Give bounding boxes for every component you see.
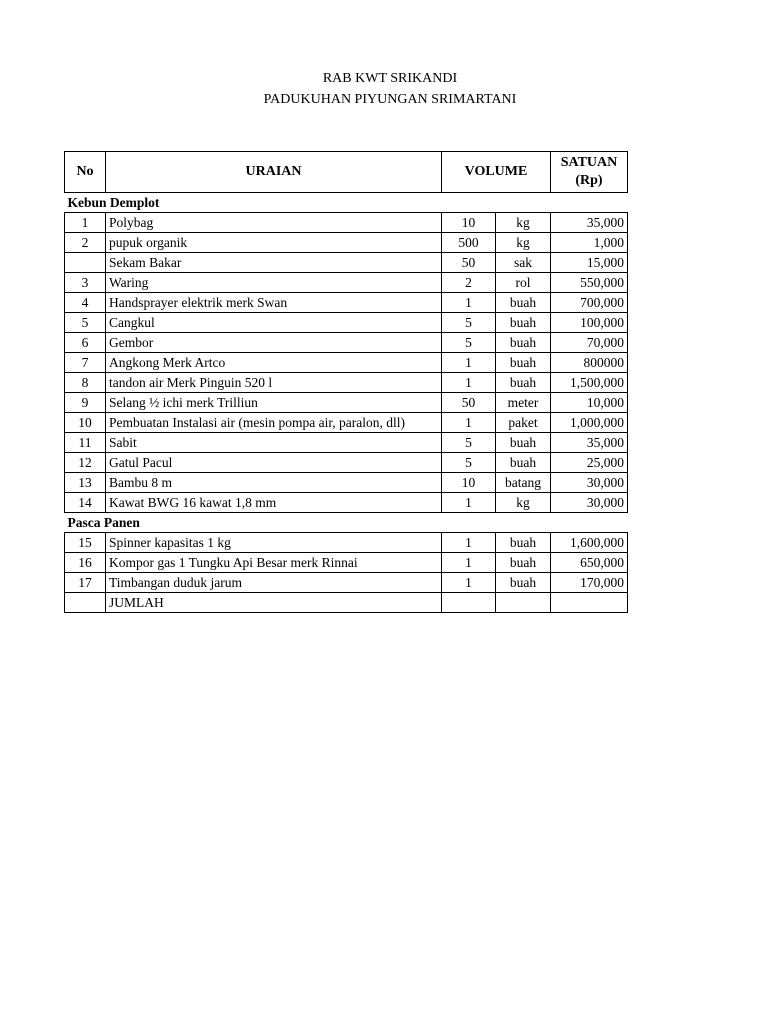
cell-no: 11 bbox=[65, 433, 106, 453]
cell-harga: 25,000 bbox=[551, 453, 628, 473]
cell-harga: 1,500,000 bbox=[551, 373, 628, 393]
cell-no: 13 bbox=[65, 473, 106, 493]
cell-no: 6 bbox=[65, 333, 106, 353]
cell-unit: buah bbox=[496, 293, 551, 313]
cell-unit: batang bbox=[496, 473, 551, 493]
cell-volume: 10 bbox=[442, 213, 496, 233]
cell-volume: 5 bbox=[442, 433, 496, 453]
cell-volume: 10 bbox=[442, 473, 496, 493]
table-row bbox=[65, 413, 628, 433]
section-label: Pasca Panen bbox=[65, 513, 628, 533]
cell-unit: buah bbox=[496, 433, 551, 453]
cell-volume: 1 bbox=[442, 533, 496, 553]
budget-table bbox=[64, 151, 628, 613]
cell-uraian: Handsprayer elektrik merk Swan bbox=[106, 293, 442, 313]
section-label: Kebun Demplot bbox=[65, 193, 628, 213]
cell-volume: 1 bbox=[442, 293, 496, 313]
header-uraian: URAIAN bbox=[106, 152, 442, 193]
table-row bbox=[65, 353, 628, 373]
title-line-1: RAB KWT SRIKANDI bbox=[322, 71, 458, 86]
cell-unit: buah bbox=[496, 533, 551, 553]
table-row bbox=[65, 253, 628, 273]
cell-uraian: Timbangan duduk jarum bbox=[106, 573, 442, 593]
cell-volume: 1 bbox=[442, 353, 496, 373]
cell-volume: 1 bbox=[442, 493, 496, 513]
cell-harga: 1,600,000 bbox=[551, 533, 628, 553]
total-cell-empty bbox=[65, 593, 106, 613]
cell-uraian: Sabit bbox=[106, 433, 442, 453]
cell-no: 14 bbox=[65, 493, 106, 513]
cell-harga: 10,000 bbox=[551, 393, 628, 413]
cell-harga: 100,000 bbox=[551, 313, 628, 333]
table-row bbox=[65, 373, 628, 393]
cell-uraian: Bambu 8 m bbox=[106, 473, 442, 493]
cell-harga: 170,000 bbox=[551, 573, 628, 593]
cell-volume: 1 bbox=[442, 413, 496, 433]
table-row bbox=[65, 433, 628, 453]
cell-volume: 5 bbox=[442, 333, 496, 353]
cell-volume: 50 bbox=[442, 253, 496, 273]
cell-unit: buah bbox=[496, 453, 551, 473]
table-row bbox=[65, 493, 628, 513]
cell-uraian: Angkong Merk Artco bbox=[106, 353, 442, 373]
total-label: JUMLAH bbox=[106, 593, 442, 613]
cell-unit: buah bbox=[496, 553, 551, 573]
total-cell-empty bbox=[496, 593, 551, 613]
cell-harga: 650,000 bbox=[551, 553, 628, 573]
table-row bbox=[65, 473, 628, 493]
cell-unit: buah bbox=[496, 573, 551, 593]
table-row bbox=[65, 393, 628, 413]
cell-unit: paket bbox=[496, 413, 551, 433]
table-row bbox=[65, 313, 628, 333]
header-satuan-line1: SATUAN bbox=[560, 155, 618, 170]
cell-volume: 500 bbox=[442, 233, 496, 253]
table-row bbox=[65, 333, 628, 353]
document-title bbox=[0, 68, 768, 110]
cell-volume: 1 bbox=[442, 553, 496, 573]
cell-no: 1 bbox=[65, 213, 106, 233]
cell-no: 2 bbox=[65, 233, 106, 253]
cell-harga: 35,000 bbox=[551, 213, 628, 233]
header-volume: VOLUME bbox=[442, 152, 551, 193]
cell-uraian: Gembor bbox=[106, 333, 442, 353]
header-satuan-line2: (Rp) bbox=[575, 173, 603, 188]
cell-unit: buah bbox=[496, 313, 551, 333]
section-row bbox=[65, 513, 628, 533]
cell-harga: 35,000 bbox=[551, 433, 628, 453]
cell-no: 12 bbox=[65, 453, 106, 473]
table-row bbox=[65, 273, 628, 293]
cell-unit: buah bbox=[496, 373, 551, 393]
cell-no bbox=[65, 253, 106, 273]
cell-uraian: Waring bbox=[106, 273, 442, 293]
cell-no: 7 bbox=[65, 353, 106, 373]
table-row bbox=[65, 533, 628, 553]
header-no: No bbox=[65, 152, 106, 193]
cell-volume: 1 bbox=[442, 373, 496, 393]
table-row bbox=[65, 213, 628, 233]
cell-no: 16 bbox=[65, 553, 106, 573]
cell-harga: 800000 bbox=[551, 353, 628, 373]
cell-uraian: Kawat BWG 16 kawat 1,8 mm bbox=[106, 493, 442, 513]
table-row bbox=[65, 293, 628, 313]
cell-volume: 5 bbox=[442, 453, 496, 473]
cell-unit: buah bbox=[496, 333, 551, 353]
cell-unit: kg bbox=[496, 493, 551, 513]
cell-uraian: pupuk organik bbox=[106, 233, 442, 253]
cell-volume: 5 bbox=[442, 313, 496, 333]
cell-no: 8 bbox=[65, 373, 106, 393]
cell-unit: meter bbox=[496, 393, 551, 413]
cell-uraian: Cangkul bbox=[106, 313, 442, 333]
table-row bbox=[65, 233, 628, 253]
title-line-2: PADUKUHAN PIYUNGAN SRIMARTANI bbox=[263, 92, 517, 107]
header-satuan bbox=[551, 152, 628, 193]
cell-unit: kg bbox=[496, 213, 551, 233]
cell-uraian: Kompor gas 1 Tungku Api Besar merk Rinnai bbox=[106, 553, 442, 573]
cell-harga: 70,000 bbox=[551, 333, 628, 353]
table-row bbox=[65, 573, 628, 593]
total-row bbox=[65, 593, 628, 613]
total-cell-empty bbox=[551, 593, 628, 613]
table-body bbox=[65, 193, 628, 613]
cell-unit: buah bbox=[496, 353, 551, 373]
cell-volume: 1 bbox=[442, 573, 496, 593]
cell-harga: 1,000 bbox=[551, 233, 628, 253]
cell-no: 5 bbox=[65, 313, 106, 333]
cell-no: 10 bbox=[65, 413, 106, 433]
cell-unit: kg bbox=[496, 233, 551, 253]
cell-no: 15 bbox=[65, 533, 106, 553]
total-cell-empty bbox=[442, 593, 496, 613]
cell-uraian: Pembuatan Instalasi air (mesin pompa air, paralon, dll) bbox=[106, 413, 442, 433]
table-row bbox=[65, 453, 628, 473]
cell-unit: rol bbox=[496, 273, 551, 293]
table-row bbox=[65, 553, 628, 573]
cell-harga: 15,000 bbox=[551, 253, 628, 273]
cell-harga: 700,000 bbox=[551, 293, 628, 313]
cell-volume: 2 bbox=[442, 273, 496, 293]
cell-no: 3 bbox=[65, 273, 106, 293]
cell-harga: 550,000 bbox=[551, 273, 628, 293]
cell-no: 9 bbox=[65, 393, 106, 413]
cell-harga: 30,000 bbox=[551, 473, 628, 493]
cell-harga: 30,000 bbox=[551, 493, 628, 513]
cell-uraian: tandon air Merk Pinguin 520 l bbox=[106, 373, 442, 393]
cell-unit: sak bbox=[496, 253, 551, 273]
cell-uraian: Polybag bbox=[106, 213, 442, 233]
cell-uraian: Spinner kapasitas 1 kg bbox=[106, 533, 442, 553]
table-header-row bbox=[65, 152, 628, 193]
cell-uraian: Sekam Bakar bbox=[106, 253, 442, 273]
section-row bbox=[65, 193, 628, 213]
cell-uraian: Gatul Pacul bbox=[106, 453, 442, 473]
cell-volume: 50 bbox=[442, 393, 496, 413]
cell-uraian: Selang ½ ichi merk Trilliun bbox=[106, 393, 442, 413]
cell-harga: 1,000,000 bbox=[551, 413, 628, 433]
cell-no: 4 bbox=[65, 293, 106, 313]
cell-no: 17 bbox=[65, 573, 106, 593]
